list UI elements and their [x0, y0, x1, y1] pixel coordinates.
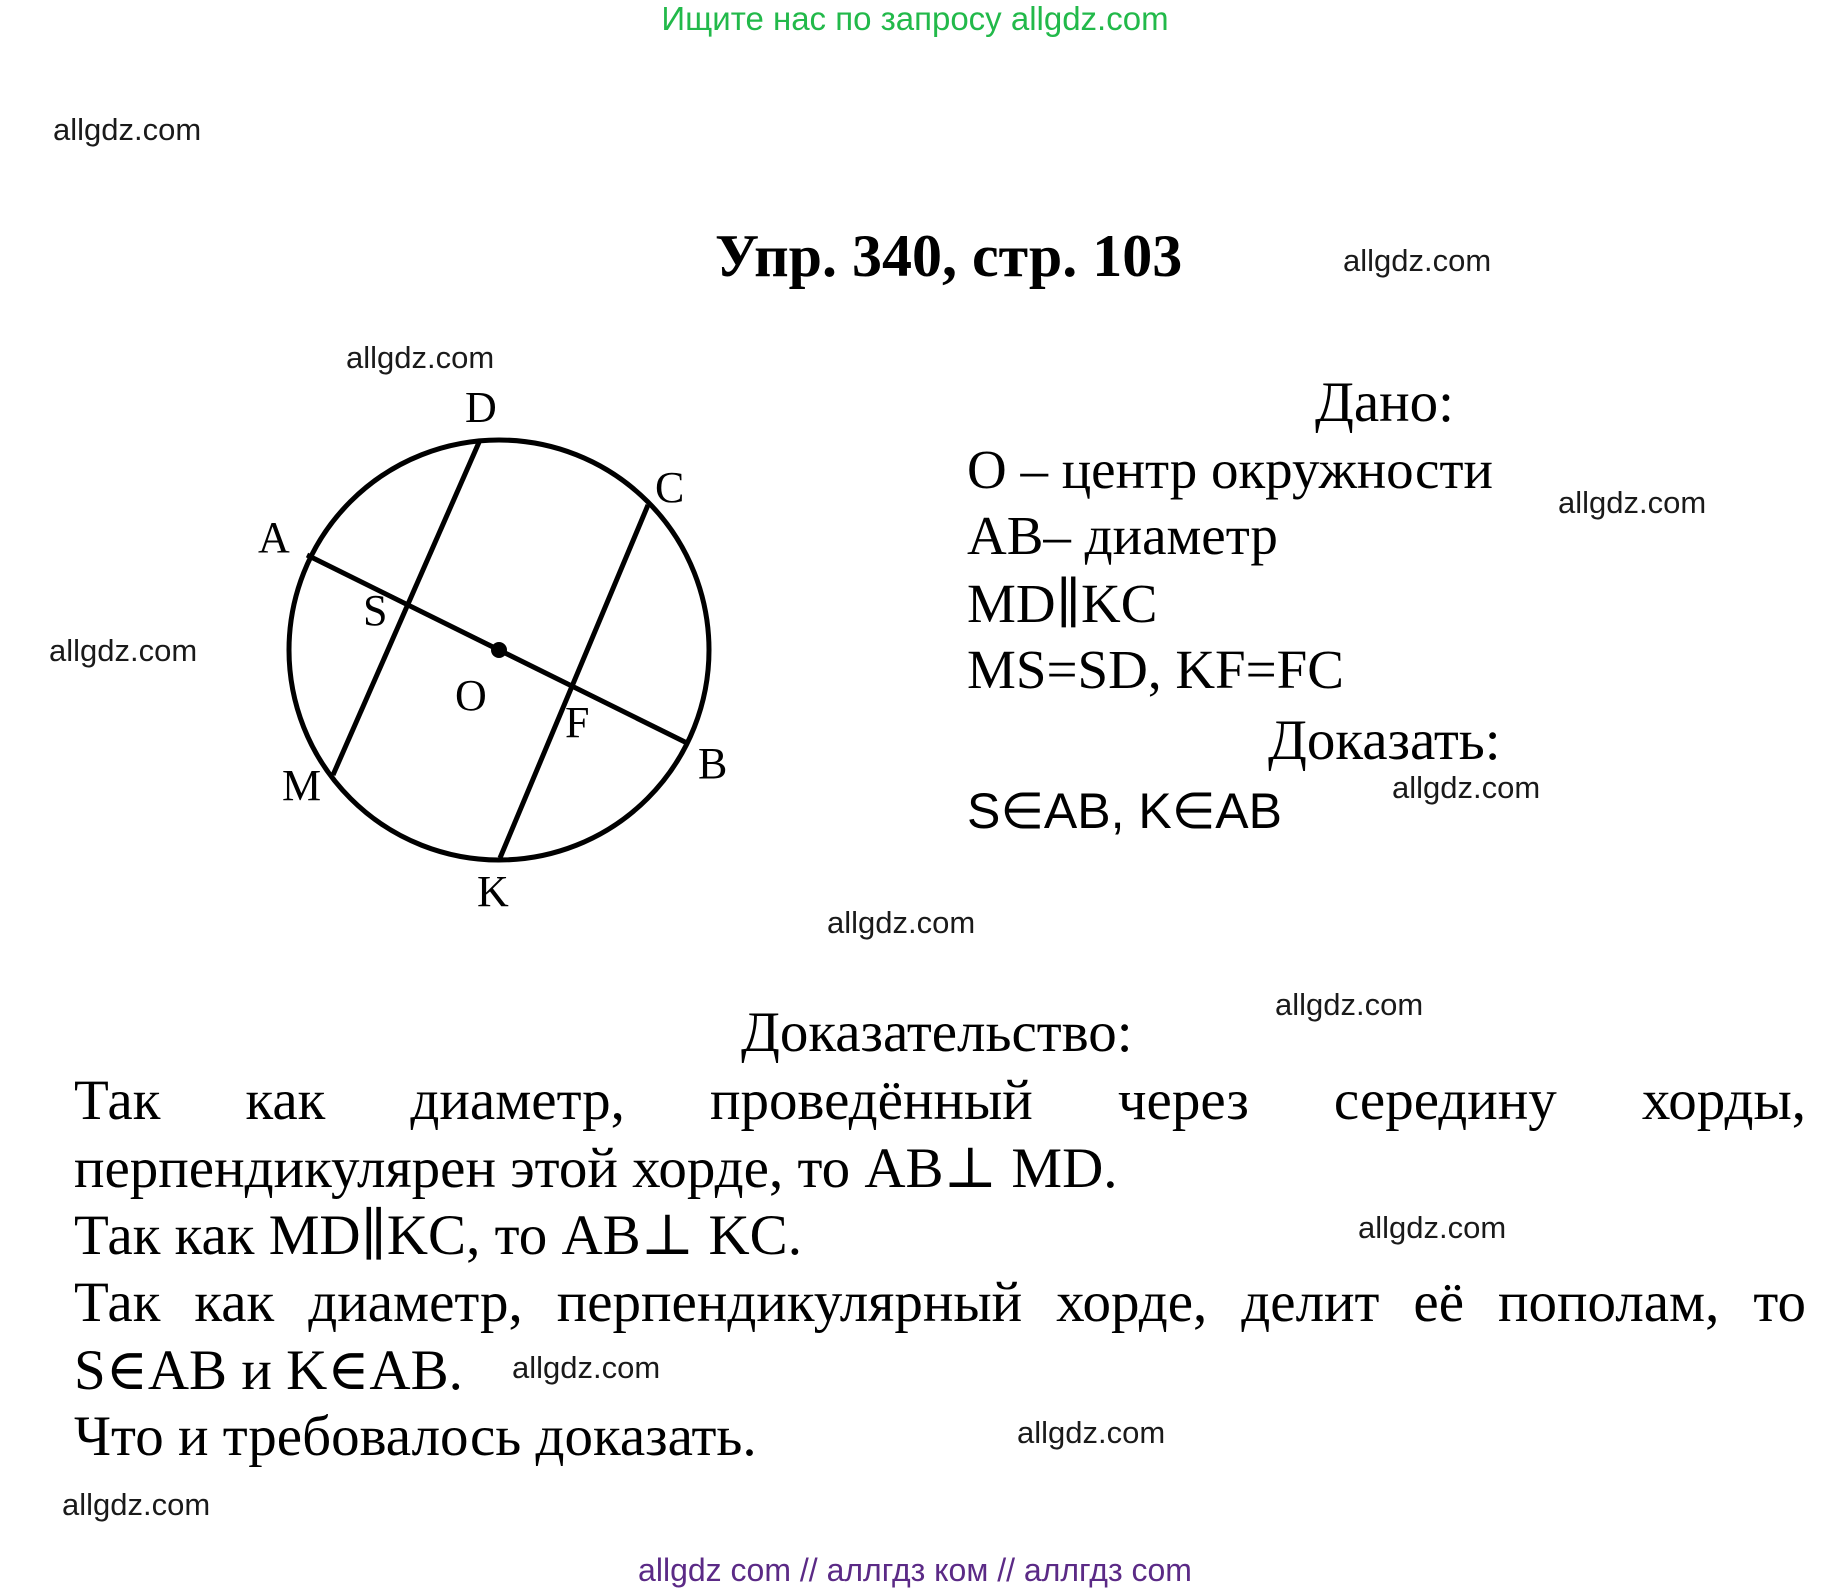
given-line: O – центр окружности: [967, 439, 1493, 500]
label-k: K: [477, 867, 509, 916]
watermark: allgdz.com: [346, 340, 495, 375]
watermark: allgdz.com: [62, 1487, 211, 1522]
proof-line: Так как диаметр, проведённый через середину хорды,: [74, 1069, 1806, 1132]
center-point: [491, 642, 507, 658]
label-d: D: [465, 383, 497, 432]
watermark: allgdz.com: [1275, 987, 1424, 1022]
label-m: M: [282, 761, 322, 810]
label-b: B: [698, 739, 728, 788]
given-heading: Дано:: [1315, 371, 1455, 434]
label-s: S: [363, 586, 388, 635]
watermark: allgdz.com: [49, 633, 198, 668]
proof-line: перпендикулярен этой хорде, то AB⊥ MD.: [74, 1137, 1118, 1200]
watermark: allgdz.com: [1358, 1210, 1507, 1245]
prove-heading: Доказать:: [1268, 709, 1501, 772]
circle-diagram: [250, 380, 770, 920]
chord-md: [333, 440, 480, 775]
page-title: Упр. 340, стр. 103: [715, 223, 1183, 289]
proof-line: Так как диаметр, перпендикулярный хорде, делит её пополам, то: [74, 1271, 1806, 1334]
footer-links[interactable]: allgdz com // аллгдз ком // аллгдз com: [638, 1552, 1192, 1588]
watermark: allgdz.com: [1558, 485, 1707, 520]
given-line: MS=SD, KF=FC: [967, 639, 1344, 700]
label-o: O: [455, 671, 487, 720]
proof-heading: Доказательство:: [741, 1001, 1133, 1064]
label-a: A: [258, 513, 290, 562]
label-c: C: [655, 463, 685, 512]
proof-line: Что и требовалось доказать.: [74, 1405, 757, 1468]
watermark: allgdz.com: [512, 1350, 661, 1385]
watermark: allgdz.com: [1392, 770, 1541, 805]
given-line: MD∥KC: [967, 573, 1158, 634]
label-f: F: [565, 698, 590, 747]
watermark: allgdz.com: [827, 905, 976, 940]
given-line: AB– диаметр: [967, 505, 1278, 566]
chord-kc: [500, 505, 648, 858]
proof-line: Так как MD∥KC, то AB⊥ KC.: [74, 1204, 802, 1267]
prove-statement: S∈AB, K∈AB: [967, 783, 1282, 839]
watermark: allgdz.com: [53, 112, 202, 147]
proof-line: S∈AB и K∈AB.: [74, 1339, 463, 1402]
watermark: allgdz.com: [1017, 1415, 1166, 1450]
top-banner[interactable]: Ищите нас по запросу allgdz.com: [661, 0, 1169, 37]
watermark: allgdz.com: [1343, 243, 1492, 278]
